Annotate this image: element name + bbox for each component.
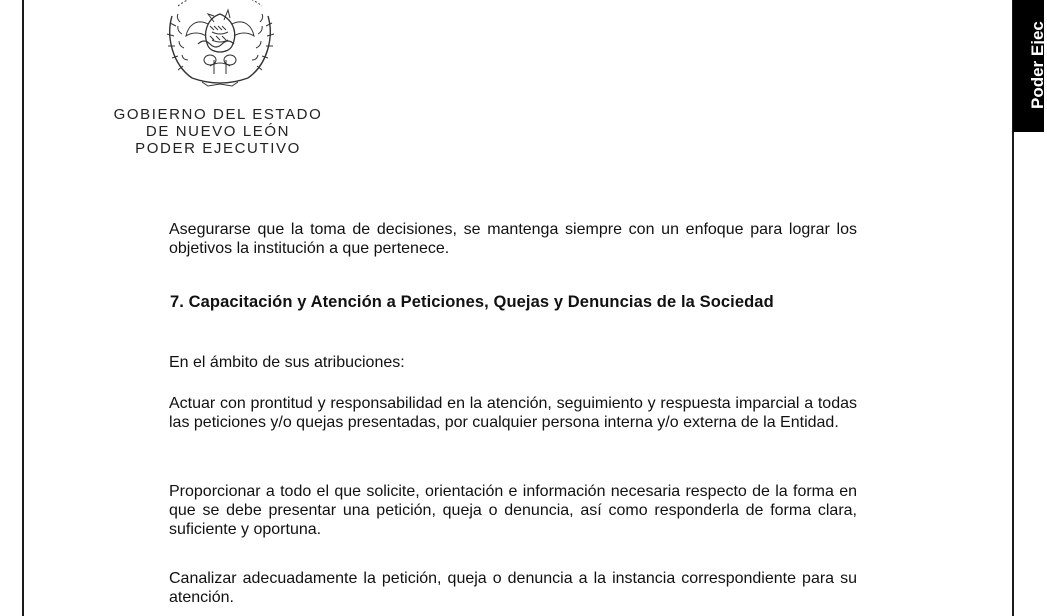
paragraph-attributions: En el ámbito de sus atribuciones: bbox=[169, 354, 405, 371]
side-tab-label: Poder Ejec bbox=[1028, 21, 1047, 109]
section-title: 7. Capacitación y Atención a Peticiones, Quejas y Denuncias de la Sociedad bbox=[170, 293, 774, 311]
header-line-3: PODER EJECUTIVO bbox=[135, 140, 301, 157]
side-tab bbox=[1013, 0, 1047, 132]
mexican-coat-of-arms-seal-icon bbox=[158, 0, 282, 94]
left-border-line bbox=[22, 0, 24, 616]
paragraph-channel-request: Canalizar adecuadamente la petición, queja o denuncia a la instancia correspondiente para su atención. bbox=[169, 570, 857, 606]
paragraph-act-promptly: Actuar con prontitud y responsabilidad en la atención, seguimiento y respuesta imparcial a todas las peticiones y/o quejas presentadas, por cualquier persona interna y/o externa de la Entidad. bbox=[169, 395, 857, 431]
intro-paragraph: Asegurarse que la toma de decisiones, se mantenga siempre con un enfoque para lograr los objetivos la institución a que pertenece. bbox=[169, 221, 857, 257]
header-line-2: DE NUEVO LEÓN bbox=[145, 123, 291, 140]
header-line-1: GOBIERNO DEL ESTADO bbox=[113, 106, 323, 123]
government-header bbox=[100, 106, 336, 157]
paragraph-provide-guidance: Proporcionar a todo el que solicite, orientación e información necesaria respecto de la forma en que se debe presentar una petición, queja o denuncia, así como responderla de forma clara, suficiente y oportuna. bbox=[169, 483, 857, 538]
